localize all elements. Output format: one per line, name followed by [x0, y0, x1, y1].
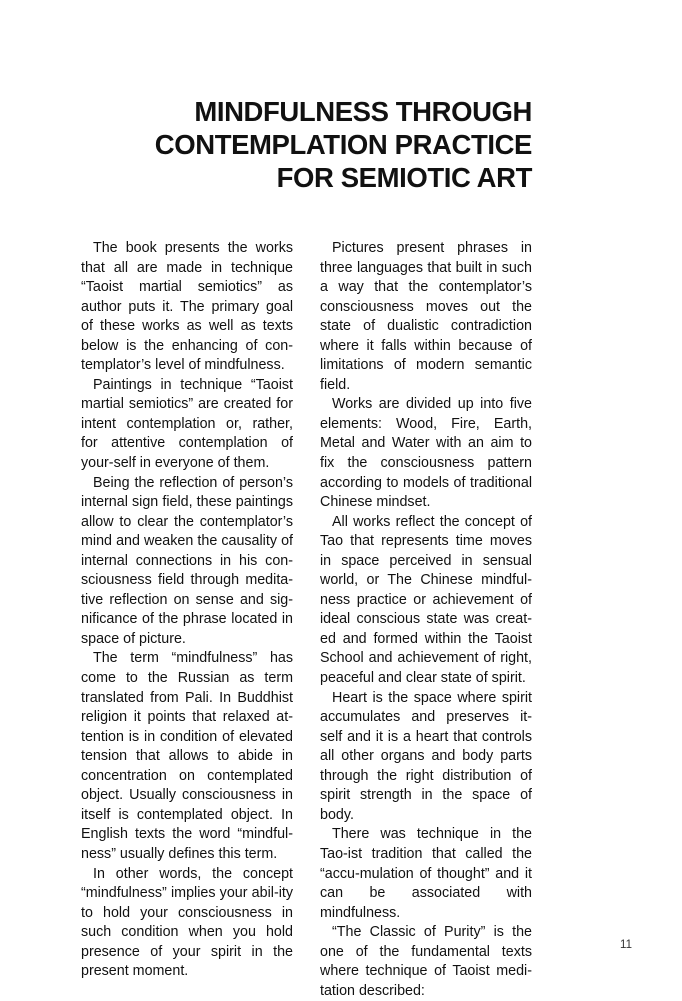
right-text-column	[320, 239, 532, 1001]
paragraph: Pictures present phrases in three languages that built in such a way that the contemplator’s consciousness moves out the state of dualistic contradiction where it falls within because of limitations of modern semantic field.	[320, 240, 532, 393]
paragraph: Being the reflection of person’s internal sign field, these paintings allow to clear the contemplator’s mind and weaken the causality of internal connections in his con-sciousness field through medita-tive reflection on sense and sig-nificance of the phrase located in space of picture.	[81, 474, 293, 647]
paragraph: Heart is the space where spirit accumulates and preserves it-self and it is a heart that controls all other organs and body parts through the right distribution of spirit strength in the space of body.	[320, 689, 532, 823]
title-line: MINDFULNESS THROUGH	[194, 96, 532, 127]
paragraph: The book presents the works that all are made in technique “Taoist martial semiotics” as author puts it. The primary goal of these works as well as texts below is the enhancing of con-templator’s level of mindfulness.	[81, 240, 293, 374]
paragraph: The term “mindfulness” has come to the Russian as term translated from Pali. In Buddhist religion it points that relaxed at-tention is in condition of elevated tension that allows to abide in concentration on contemplated object. Usually consciousness in itself is contemplated object. In English texts the word “mindful-ness” usually defines this term.	[81, 650, 293, 862]
title-line: FOR SEMIOTIC ART	[276, 162, 532, 193]
left-text-column	[81, 239, 293, 982]
paragraph: Works are divided up into five elements: Wood, Fire, Earth, Metal and Water with an aim to fix the consciousness pattern according to models of traditional Chinese mindset.	[320, 396, 532, 511]
paragraph: All works reflect the concept of Tao that represents time moves in space perceived in sensual world, or The Chinese mindful-ness practice or achievement of ideal conscious state was creat-ed and formed within the Taoist School and achievement of right, peaceful and clear state of spirit.	[320, 513, 532, 687]
paragraph: “The Classic of Purity” is the one of the fundamental texts where technique of Taoist medi-tation described:	[320, 924, 532, 999]
paragraph: In other words, the concept “mindfulness” implies your abil-ity to hold your consciousness in such condition when you hold presence of your spirit in the present moment.	[81, 865, 293, 980]
paragraph: There was technique in the Tao-ist tradition that called the “accu-mulation of thought” and it can be associated with mindfulness.	[320, 826, 532, 921]
paragraph: Paintings in technique “Taoist martial semiotics” are created for intent contemplation or, rather, for attentive contemplation of your-self in everyone of them.	[81, 376, 293, 472]
title-line: CONTEMPLATION PRACTICE	[154, 129, 532, 160]
page-title	[92, 95, 532, 194]
page-number: 11	[620, 939, 632, 951]
